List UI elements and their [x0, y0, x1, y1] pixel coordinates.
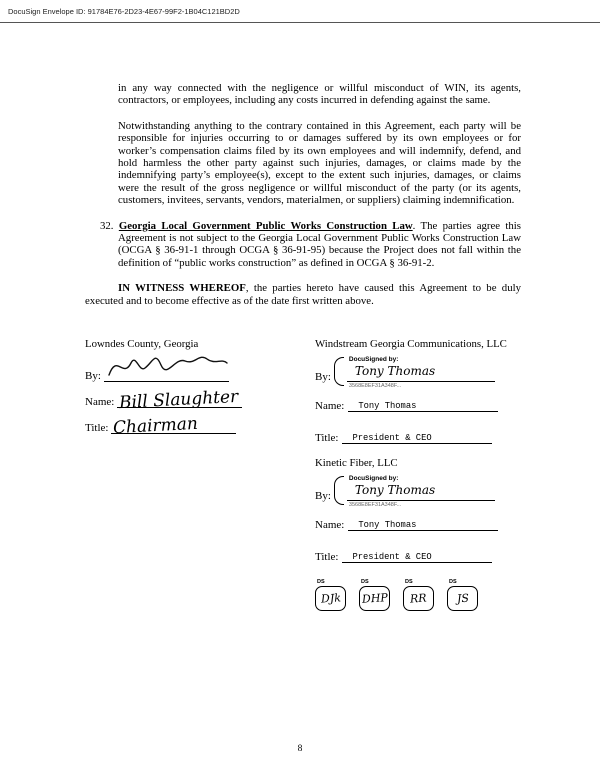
docusign-caption: DocuSigned by: [348, 356, 399, 363]
title-field [315, 431, 521, 444]
by-field [315, 475, 521, 508]
signature-section [85, 338, 521, 608]
title-field [315, 550, 521, 563]
typed-name: Tony Thomas [358, 520, 417, 530]
witness-text: , the parties hereto have caused this Agreement to be duly executed and to become effective as of the date first written above. [85, 282, 521, 307]
paragraph-indemnification: Notwithstanding anything to the contrary contained in this Agreement, each party will be responsible for injuries occurring to or damages suffered by its own employees or for worker’s compensation claims filed by its own employees and will indemnify, defend, and hold harmless the other party against such injuries, damages, or claims made by the indemnifying party’s employee(s), except to the extent such injuries, damages, or claims were the result of the gross negligence or willful misconduct of the party (or its agents, customers, invitees, servants, vendors, materialmen, or suppliers) claiming indemnification. [118, 119, 521, 207]
title-label: Title: [85, 422, 109, 434]
name-line [348, 518, 498, 531]
by-label: By: [85, 370, 101, 382]
item-32-heading: Georgia Local Government Public Works Construction Law [118, 219, 413, 232]
name-field [315, 399, 521, 412]
docusign-bracket-icon [334, 357, 344, 386]
title-label: Title: [315, 432, 339, 444]
docusign-signature-stamp [334, 475, 495, 508]
name-line [117, 386, 242, 414]
page-number: 8 [297, 744, 303, 754]
handwritten-initials: DJk [320, 591, 341, 606]
typed-name: Tony Thomas [358, 401, 417, 411]
ds-mark: DS [449, 579, 457, 585]
handwritten-initials: DHP [361, 591, 388, 606]
by-label: By: [315, 371, 331, 383]
docusign-signature-script: Tony Thomas [354, 364, 436, 378]
item-32-number: 32. [100, 219, 114, 232]
initial-stamps-row [315, 579, 521, 611]
handwritten-initials: RR [409, 591, 428, 606]
initial-box [447, 586, 478, 611]
title-label: Title: [315, 551, 339, 563]
title-field [85, 413, 300, 439]
docusign-signature-id: 3568E8EF31A348F... [348, 383, 402, 389]
initial-box [403, 586, 434, 611]
initial-stamp [359, 579, 390, 611]
page-footer [0, 744, 600, 754]
signature-block-lowndes-county [85, 338, 300, 439]
name-field [315, 518, 521, 531]
by-field [85, 364, 300, 382]
envelope-id-text: DocuSign Envelope ID: 91784E76-2D23-4E67-99F2-1B04C121BD2D [8, 7, 240, 16]
docusign-bracket-icon [334, 476, 344, 505]
typed-title: President & CEO [352, 433, 432, 443]
initial-box [359, 586, 390, 611]
paragraph-negligence: in any way connected with the negligence or willful misconduct of WIN, its agents, contractors, or employees, including any costs incurred in defending against the same. [118, 82, 521, 107]
by-field [315, 356, 521, 389]
initial-stamp [447, 579, 478, 611]
signature-blocks-right [315, 338, 521, 611]
name-label: Name: [85, 396, 115, 408]
initial-stamp [315, 579, 346, 611]
handwritten-initials: JS [456, 591, 469, 606]
signer-org-name: Lowndes County, Georgia [85, 338, 199, 350]
name-line [348, 399, 498, 412]
initial-stamp [403, 579, 434, 611]
docusign-signature-id: 3568E8EF31A348F... [348, 502, 402, 508]
item-32-text: . The parties agree this Agreement is not subject to the Georgia Local Government Public Works Construction Law (OCGA § 36-91-1 through OCGA § 36-91-95) because the Project does not fall within the definition of “public works construction” as defined in OCGA § 36-91-2. [118, 219, 521, 269]
signer-org-name: Kinetic Fiber, LLC [315, 457, 398, 469]
witness-lead-in: IN WITNESS WHEREOF [118, 282, 246, 295]
by-label: By: [315, 490, 331, 502]
title-line [111, 413, 236, 439]
ds-mark: DS [405, 579, 413, 585]
title-line [342, 431, 492, 444]
by-signature-line [104, 364, 229, 382]
handwritten-name: Bill Slaughter [118, 386, 240, 414]
signer-org-name: Windstream Georgia Communications, LLC [315, 338, 507, 350]
name-label: Name: [315, 519, 345, 531]
handwritten-signature-scrawl [104, 349, 229, 383]
document-content [85, 82, 521, 307]
ds-mark: DS [361, 579, 369, 585]
title-line [342, 550, 492, 563]
handwritten-title: Chairman [112, 413, 199, 439]
paragraph-item-32 [85, 220, 521, 270]
docusign-caption: DocuSigned by: [348, 475, 399, 482]
initial-box [315, 586, 346, 611]
ds-mark: DS [317, 579, 325, 585]
typed-title: President & CEO [352, 552, 432, 562]
name-label: Name: [315, 400, 345, 412]
paragraph-witness [85, 282, 521, 307]
docusign-signature-stamp [334, 356, 495, 389]
docusign-signature-script: Tony Thomas [354, 483, 436, 497]
name-field [85, 386, 300, 414]
docusign-envelope-bar [0, 0, 600, 23]
